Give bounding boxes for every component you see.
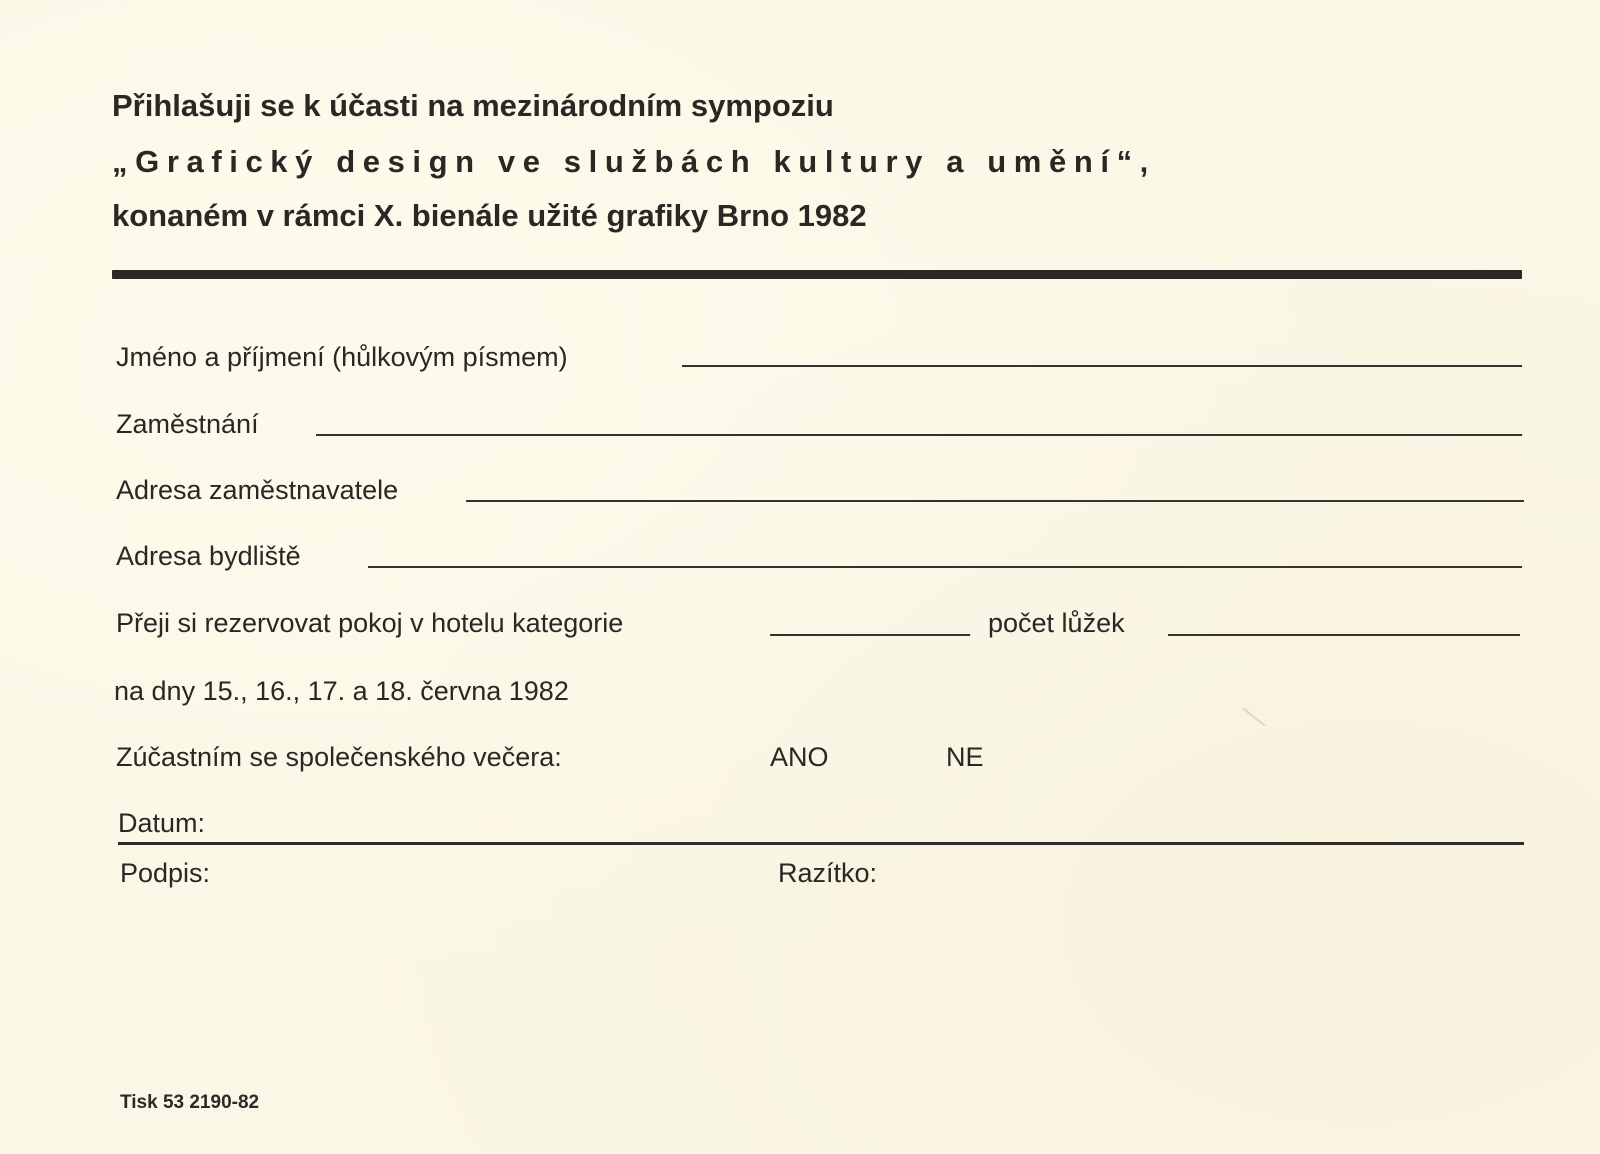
residence-address-field[interactable] bbox=[368, 566, 1522, 568]
heading-line-3: konaném v rámci X. bienále užité grafiky Brno 1982 bbox=[112, 198, 867, 233]
bed-count-field[interactable] bbox=[1168, 634, 1520, 636]
signature-label: Podpis: bbox=[120, 858, 211, 888]
stay-dates-text: na dny 15., 16., 17. a 18. června 1982 bbox=[114, 676, 569, 706]
name-field[interactable] bbox=[682, 365, 1522, 367]
employment-label: Zaměstnání bbox=[116, 409, 259, 439]
heading-symposium-title: „Grafický design ve službách kultury a umění“, bbox=[112, 144, 1156, 179]
paper-crease-mark bbox=[1242, 708, 1265, 727]
stamp-label: Razítko: bbox=[778, 858, 878, 888]
heading-divider bbox=[112, 270, 1522, 279]
no-option[interactable]: NE bbox=[946, 742, 984, 772]
yes-option[interactable]: ANO bbox=[770, 742, 829, 772]
date-label: Datum: bbox=[118, 808, 206, 838]
hotel-category-label: Přeji si rezervovat pokoj v hotelu kategorie bbox=[116, 608, 624, 638]
name-label: Jméno a příjmení (hůlkovým písmem) bbox=[116, 342, 568, 372]
hotel-category-field[interactable] bbox=[770, 634, 970, 636]
bed-count-label: počet lůžek bbox=[988, 608, 1125, 638]
social-evening-label: Zúčastním se společenského večera: bbox=[116, 742, 562, 772]
print-code: Tisk 53 2190-82 bbox=[120, 1092, 260, 1113]
date-field[interactable] bbox=[118, 842, 1524, 845]
residence-address-label: Adresa bydliště bbox=[116, 541, 301, 571]
employer-address-label: Adresa zaměstnavatele bbox=[116, 475, 399, 505]
heading-line-1: Přihlašuji se k účasti na mezinárodním sympoziu bbox=[112, 88, 834, 123]
employer-address-field[interactable] bbox=[466, 500, 1524, 502]
employment-field[interactable] bbox=[316, 434, 1522, 436]
